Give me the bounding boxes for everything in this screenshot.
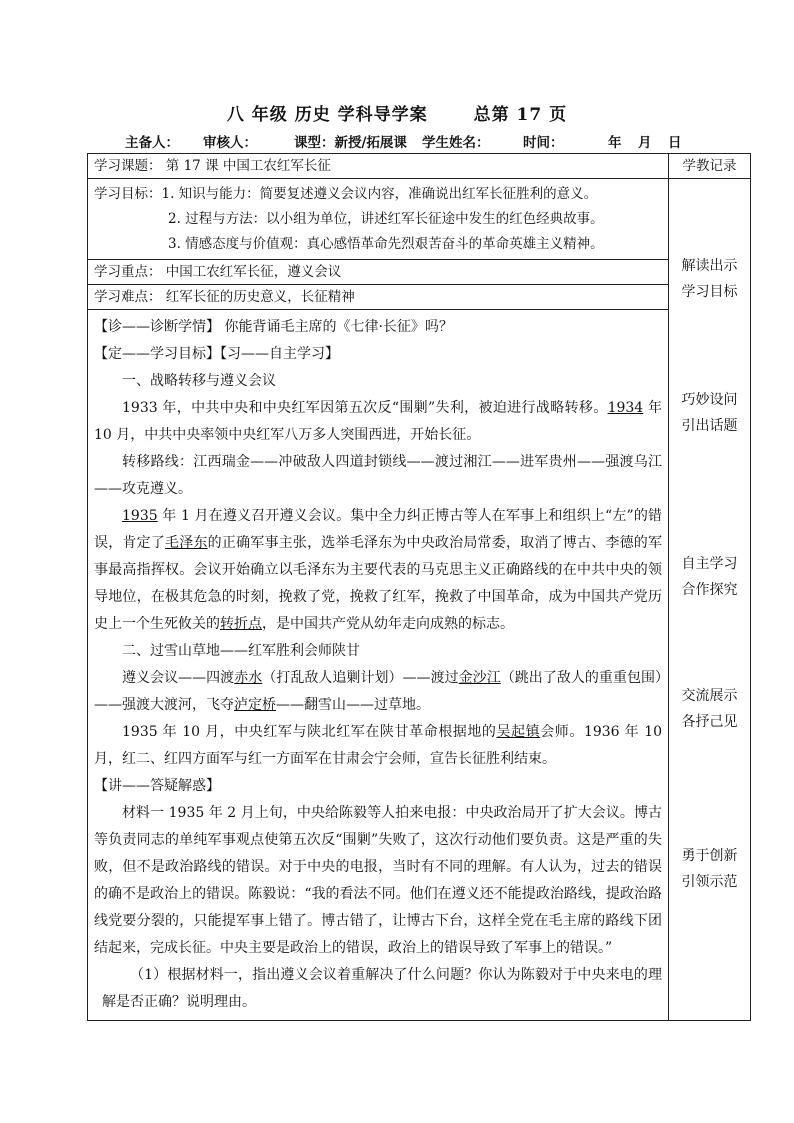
explain-tag: 【讲——答疑解惑】 xyxy=(94,778,220,794)
difficult-points: 学习难点： 红军长征的历史意义，长征精神 xyxy=(94,289,355,305)
lesson-topic: 学习课题： 第 17 课 中国工农红军长征 xyxy=(94,158,331,174)
side-note-self-study: 自主学习 合作探究 xyxy=(681,556,738,598)
total-page: 总第 17 页 xyxy=(473,105,568,125)
side-note-intro: 巧妙设问 引出话题 xyxy=(681,392,738,434)
meta-year: 年 xyxy=(608,135,622,151)
heading-part-one: 一、战略转移与遵义会议 xyxy=(122,373,276,389)
meta-author: 主备人： xyxy=(125,135,179,151)
meta-month: 月 xyxy=(638,135,652,151)
meta-day: 日 xyxy=(668,135,682,151)
doc-heading: 八 年级 历史 学科导学案 xyxy=(226,105,428,125)
diagnose-line: 【诊——诊断学情】 你能背诵毛主席的《七律·长征》吗？ xyxy=(94,319,453,335)
meta-student: 学生姓名： xyxy=(422,135,490,151)
objective-3: 3. 情感态度与价值观：真心感悟革命先烈艰苦奋斗的革命英雄主义精神。 xyxy=(168,236,604,252)
meta-lesson-type: 课型：新授/拓展课 xyxy=(294,135,407,151)
lesson-body xyxy=(88,310,668,1020)
heading-part-two: 二、过雪山草地——红军胜利会师陕甘 xyxy=(122,643,360,659)
side-header: 学教记录 xyxy=(682,158,737,174)
side-note-goals: 解读出示 学习目标 xyxy=(681,258,738,300)
section-tags: 【定——学习目标】【习——自主学习】 xyxy=(94,346,339,362)
objective-1: 学习目标：1. 知识与能力：简要复述遵义会议内容，准确说出红军长征胜利的意义。 xyxy=(94,186,598,202)
side-note-innovate: 勇于创新 引领示范 xyxy=(681,848,738,890)
objective-2: 2. 过程与方法：以小组为单位，讲述红军长征途中发生的红色经典故事。 xyxy=(168,211,604,227)
material-one: 材料一 1935 年 2 月上旬，中央给陈毅等人拍来电报：中央政治局开了扩大会议。博古等负责同志的单纯军事观点使第五次反“围剿”失败了，这次行动他们要负责。这是严重的失败，但不是政治路线的错误。对于中央的电报，当时有不同的理解。有人认为，过去的错误的确不是政治上的错误。陈毅说：“我的看法不同。他们在遵义还不能提政治路线，提政治路线党要分裂的，只能提军事上错了。博古错了，让博古下台，这样全党在毛主席的路线下团结起来，完成长征。中央主要是政治上的错误，政治上的错误导致了军事上的错误。” xyxy=(94,805,662,956)
meta-line xyxy=(125,131,682,151)
document-title xyxy=(0,100,794,125)
side-note-share: 交流展示 各抒己见 xyxy=(681,688,738,730)
study-sheet-table xyxy=(87,153,751,1021)
learning-objectives xyxy=(88,179,668,259)
paragraph-route: 转移路线：江西瑞金——冲破敌人四道封锁线——渡过湘江——进军贵州——强渡乌江——攻克遵义。 xyxy=(94,454,662,497)
meta-reviewer: 审核人： xyxy=(203,135,257,151)
key-points: 学习重点： 中国工农红军长征，遵义会议 xyxy=(94,264,342,280)
paragraph-zunyi: 1935 年 1 月在遵义召开遵义会议。集中全力纠正博古等人在军事上和组织上“左”的错误，肯定了毛泽东的正确军事主张，选举毛泽东为中央政治局常委，取消了博古、李德的军事最高指挥权。会议开始确立以毛泽东为主要代表的马克思主义正确路线的在中共中央的领导地位，在极其危急的时刻，挽救了党，挽救了红军，挽救了中国革命，成为中国共产党历史上一个生死攸关的转折点，是中国共产党从幼年走向成熟的标志。 xyxy=(94,508,663,632)
question-1: （1）根据材料一，指出遵义会议着重解决了什么问题？你认为陈毅对于中央来电的理解是否正确？说明理由。 xyxy=(102,967,662,1010)
paragraph-meeting: 1935 年 10 月，中央红军与陕北红军在陕甘革命根据地的吴起镇会师。1936 年 10 月，红二、红四方面军与红一方面军在甘肃会宁会师，宣告长征胜利结束。 xyxy=(94,724,663,767)
paragraph-1: 1933 年，中共中央和中央红军因第五次反“围剿”失利，被迫进行战略转移。1934 年 10 月，中共中央率领中央红军八万多人突围西进，开始长征。 xyxy=(94,400,662,443)
meta-time: 时间： xyxy=(523,135,564,151)
paragraph-march-route: 遵义会议——四渡赤水（打乱敌人追剿计划）——渡过金沙江（跳出了敌人的重重包围）——强渡大渡河，飞夺泸定桥——翻雪山——过草地。 xyxy=(94,670,663,713)
